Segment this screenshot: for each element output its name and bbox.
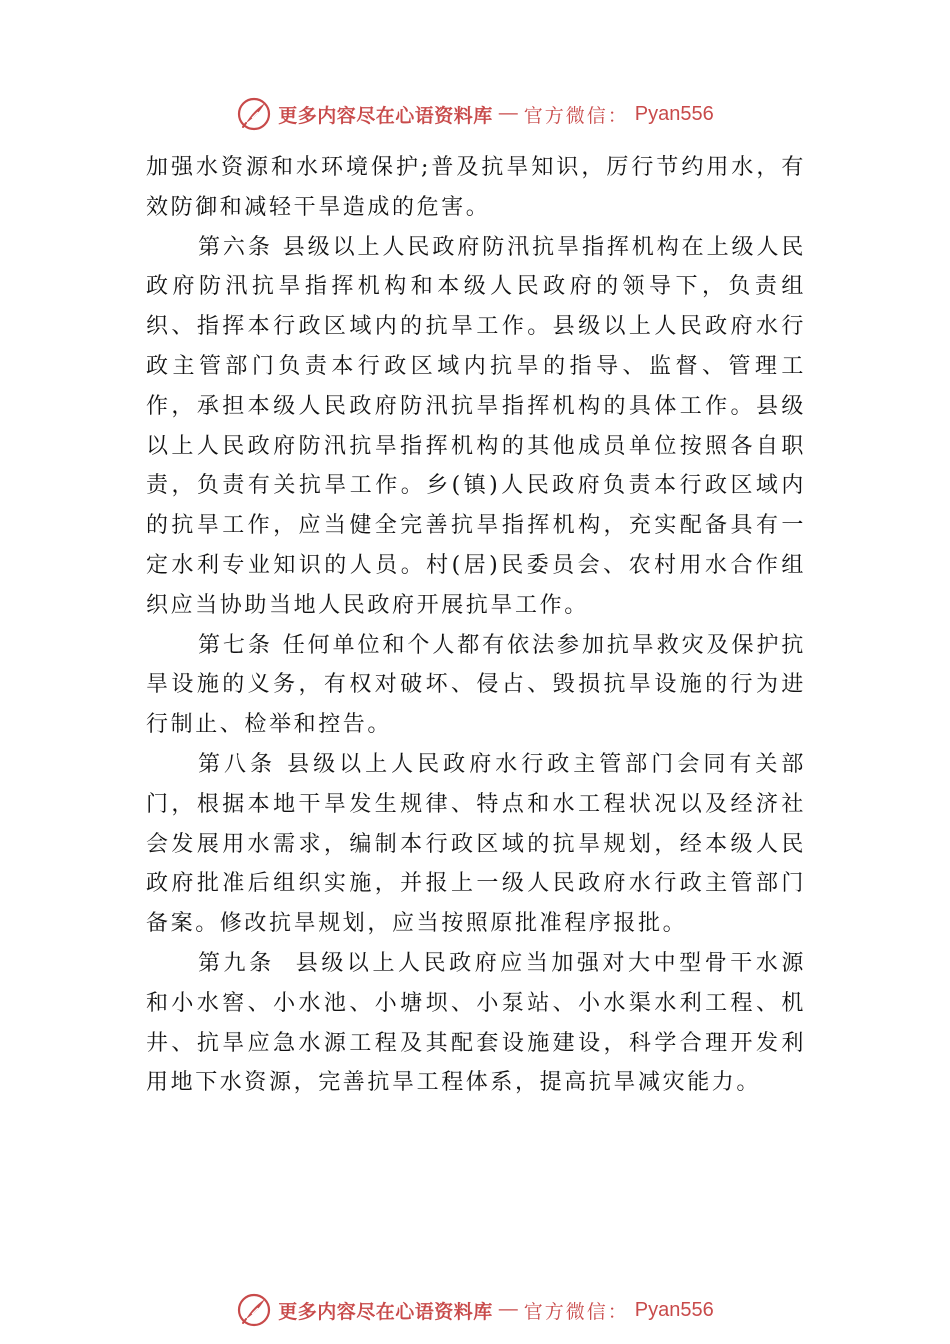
watermark-wechat-id: Pyan556 [634,102,714,125]
watermark-wechat-label: 官方微信： [523,104,629,127]
article-6-paragraph [146,228,806,626]
watermark-site-text: 更多内容尽在心语资料库 [278,104,493,127]
article-9-paragraph [146,944,806,1103]
watermark-separator: — [498,103,518,124]
watermark-wechat-id: Pyan556 [634,1298,714,1321]
article-6-text: 县级以上人民政府防汛抗旱指挥机构在上级人民政府防汛抗旱指挥机构和本级人民政府的领导下，负责组织、指挥本行政区域内的抗旱工作。县级以上人民政府水行政主管部门负责本行政区域内抗旱的指导、监督、管理工作，承担本级人民政府防汛抗旱指挥机构的具体工作。县级以上人民政府防汛抗旱指挥机构的其他成员单位按照各自职责，负责有关抗旱工作。乡(镇)人民政府负责本行政区域内的抗旱工作，应当健全完善抗旱指挥机构，充实配备具有一定水利专业知识的人员。村(居)民委员会、农村用水合作组织应当协助当地人民政府开展抗旱工作。 [146,234,807,618]
article-9-text: 县级以上人民政府应当加强对大中型骨干水源和小水窖、小水池、小塘坝、小泵站、小水渠水利工程、机井、抗旱应急水源工程及其配套设施建设，科学合理开发利用地下水资源，完善抗旱工程体系，提高抗旱减灾能力。 [146,950,806,1096]
article-8-number: 第八条 [198,751,277,777]
watermark-site-text: 更多内容尽在心语资料库 [278,1300,493,1323]
article-8-text: 县级以上人民政府水行政主管部门会同有关部门，根据本地干旱发生规律、特点和水工程状况以及经济社会发展用水需求，编制本行政区域的抗旱规划，经本级人民政府批准后组织实施，并报上一级人民政府水行政主管部门备案。修改抗旱规划，应当按照原批准程序报批。 [146,751,806,937]
article-6-number: 第六条 [198,234,273,260]
quill-logo-icon [236,96,272,132]
header-watermark [0,94,950,134]
article-7-paragraph [146,626,806,745]
document-body [146,148,806,1103]
footer-watermark [0,1290,950,1330]
quill-logo-icon [236,1292,272,1328]
article-7-number: 第七条 [198,632,273,658]
article-7-text: 任何单位和个人都有依法参加抗旱救灾及保护抗旱设施的义务，有权对破坏、侵占、毁损抗旱设施的行为进行制止、检举和控告。 [146,632,807,738]
watermark-wechat-label: 官方微信： [523,1300,629,1323]
article-8-paragraph [146,745,806,944]
watermark-separator: — [498,1299,518,1320]
article-9-number: 第九条 [198,950,275,976]
continuation-paragraph: 加强水资源和水环境保护;普及抗旱知识，厉行节约用水，有效防御和减轻干旱造成的危害。 [146,155,806,220]
